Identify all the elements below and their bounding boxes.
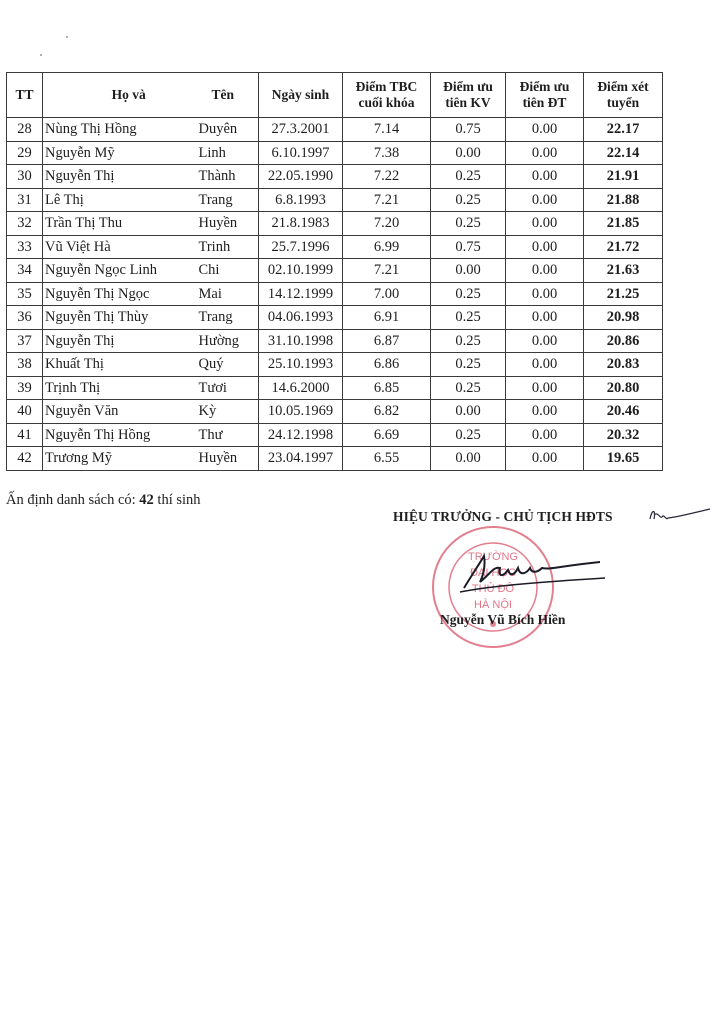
header-line: cuối khóa — [358, 95, 415, 110]
cell-uu-tien-kv: 0.25 — [431, 165, 506, 189]
header-xet-tuyen — [584, 73, 663, 118]
initials-mark — [648, 505, 712, 527]
header-uu-tien-kv — [431, 73, 506, 118]
header-line: Điểm ưu — [519, 79, 570, 94]
cell-ho-va: Nguyễn Thị — [43, 165, 195, 189]
cell-diem-tbc: 6.55 — [343, 447, 431, 471]
cell-ngay-sinh: 24.12.1998 — [259, 423, 343, 447]
cell-ho-va: Trần Thị Thu — [43, 212, 195, 236]
cell-ho-va: Nguyễn Văn — [43, 400, 195, 424]
cell-uu-tien-kv: 0.25 — [431, 306, 506, 330]
cell-ten: Mai — [195, 282, 259, 306]
cell-ten: Huyền — [195, 212, 259, 236]
cell-uu-tien-kv: 0.00 — [431, 141, 506, 165]
header-tt: TT — [7, 73, 43, 118]
cell-ten: Thư — [195, 423, 259, 447]
cell-ngay-sinh: 25.10.1993 — [259, 353, 343, 377]
admission-results-table — [6, 72, 663, 471]
cell-uu-tien-dt: 0.00 — [506, 235, 584, 259]
cell-tt: 40 — [7, 400, 43, 424]
cell-ten: Kỳ — [195, 400, 259, 424]
header-line: Điểm ưu — [443, 79, 493, 94]
cell-ngay-sinh: 25.7.1996 — [259, 235, 343, 259]
header-ten: Tên — [195, 73, 259, 118]
table-row — [7, 329, 663, 353]
cell-uu-tien-kv: 0.25 — [431, 188, 506, 212]
cell-diem-tbc: 7.21 — [343, 259, 431, 283]
cell-diem-xet-tuyen: 22.17 — [584, 118, 663, 142]
cell-diem-tbc: 7.00 — [343, 282, 431, 306]
cell-ho-va: Lê Thị — [43, 188, 195, 212]
cell-ten: Hường — [195, 329, 259, 353]
cell-ho-va: Nguyễn Thị Ngọc — [43, 282, 195, 306]
cell-ngay-sinh: 22.05.1990 — [259, 165, 343, 189]
table-row — [7, 400, 663, 424]
cell-diem-xet-tuyen: 22.14 — [584, 141, 663, 165]
cell-uu-tien-dt: 0.00 — [506, 188, 584, 212]
stamp-text-line: HÀ NỘI — [474, 599, 512, 611]
cell-uu-tien-dt: 0.00 — [506, 165, 584, 189]
cell-diem-xet-tuyen: 21.72 — [584, 235, 663, 259]
cell-tt: 37 — [7, 329, 43, 353]
cell-diem-xet-tuyen: 19.65 — [584, 447, 663, 471]
cell-uu-tien-dt: 0.00 — [506, 376, 584, 400]
header-line: tuyển — [606, 95, 640, 110]
header-line: tiên KV — [445, 95, 491, 110]
cell-uu-tien-dt: 0.00 — [506, 447, 584, 471]
cell-tt: 30 — [7, 165, 43, 189]
scan-speck — [66, 36, 68, 38]
cell-ngay-sinh: 04.06.1993 — [259, 306, 343, 330]
cell-ho-va: Nguyễn Thị Hồng — [43, 423, 195, 447]
cell-uu-tien-dt: 0.00 — [506, 423, 584, 447]
summary-count: 42 — [139, 492, 154, 508]
cell-tt: 28 — [7, 118, 43, 142]
cell-diem-tbc: 7.14 — [343, 118, 431, 142]
cell-uu-tien-kv: 0.00 — [431, 259, 506, 283]
table-row — [7, 212, 663, 236]
cell-ho-va: Vũ Việt Hà — [43, 235, 195, 259]
cell-uu-tien-dt: 0.00 — [506, 141, 584, 165]
table-row — [7, 447, 663, 471]
header-line: Điểm xét — [597, 79, 649, 94]
table-row — [7, 306, 663, 330]
cell-ho-va: Trịnh Thị — [43, 376, 195, 400]
summary-line — [6, 492, 201, 509]
cell-tt: 39 — [7, 376, 43, 400]
cell-tt: 42 — [7, 447, 43, 471]
cell-uu-tien-dt: 0.00 — [506, 118, 584, 142]
cell-tt: 38 — [7, 353, 43, 377]
cell-ngay-sinh: 14.12.1999 — [259, 282, 343, 306]
cell-tt: 34 — [7, 259, 43, 283]
cell-diem-tbc: 6.69 — [343, 423, 431, 447]
cell-diem-tbc: 6.85 — [343, 376, 431, 400]
cell-tt: 35 — [7, 282, 43, 306]
cell-diem-xet-tuyen: 21.85 — [584, 212, 663, 236]
cell-ngay-sinh: 21.8.1983 — [259, 212, 343, 236]
cell-ten: Trang — [195, 306, 259, 330]
cell-ho-va: Nguyễn Thị — [43, 329, 195, 353]
table-header-row — [7, 73, 663, 118]
cell-diem-tbc: 6.99 — [343, 235, 431, 259]
cell-uu-tien-kv: 0.25 — [431, 376, 506, 400]
cell-ngay-sinh: 6.8.1993 — [259, 188, 343, 212]
cell-diem-tbc: 7.22 — [343, 165, 431, 189]
cell-diem-tbc: 6.86 — [343, 353, 431, 377]
cell-ten: Quý — [195, 353, 259, 377]
cell-ten: Linh — [195, 141, 259, 165]
cell-ten: Tươi — [195, 376, 259, 400]
cell-tt: 36 — [7, 306, 43, 330]
cell-uu-tien-dt: 0.00 — [506, 329, 584, 353]
cell-ho-va: Nguyễn Mỹ — [43, 141, 195, 165]
cell-tt: 41 — [7, 423, 43, 447]
cell-diem-xet-tuyen: 20.46 — [584, 400, 663, 424]
cell-diem-xet-tuyen: 21.25 — [584, 282, 663, 306]
summary-prefix: Ấn định danh sách có: — [6, 492, 140, 508]
table-row — [7, 141, 663, 165]
cell-ten: Chi — [195, 259, 259, 283]
cell-ten: Trinh — [195, 235, 259, 259]
cell-ngay-sinh: 31.10.1998 — [259, 329, 343, 353]
cell-ho-va: Nguyễn Ngọc Linh — [43, 259, 195, 283]
scan-speck — [40, 54, 42, 56]
cell-diem-tbc: 7.20 — [343, 212, 431, 236]
signer-name: Nguyễn Vũ Bích Hiền — [440, 612, 566, 627]
cell-tt: 29 — [7, 141, 43, 165]
cell-uu-tien-dt: 0.00 — [506, 282, 584, 306]
cell-diem-xet-tuyen: 21.63 — [584, 259, 663, 283]
handwritten-signature — [450, 548, 610, 598]
cell-diem-xet-tuyen: 20.86 — [584, 329, 663, 353]
table-row — [7, 353, 663, 377]
cell-uu-tien-dt: 0.00 — [506, 212, 584, 236]
cell-diem-tbc: 6.87 — [343, 329, 431, 353]
cell-diem-xet-tuyen: 21.88 — [584, 188, 663, 212]
cell-diem-tbc: 6.91 — [343, 306, 431, 330]
cell-uu-tien-kv: 0.25 — [431, 282, 506, 306]
cell-ten: Duyên — [195, 118, 259, 142]
cell-diem-xet-tuyen: 20.80 — [584, 376, 663, 400]
cell-diem-tbc: 7.21 — [343, 188, 431, 212]
cell-diem-tbc: 6.82 — [343, 400, 431, 424]
table-row — [7, 423, 663, 447]
table-row — [7, 118, 663, 142]
cell-tt: 32 — [7, 212, 43, 236]
stamp-text-line: TRƯỜNG — [468, 551, 518, 563]
cell-uu-tien-kv: 0.00 — [431, 447, 506, 471]
cell-ngay-sinh: 14.6.2000 — [259, 376, 343, 400]
table-row — [7, 235, 663, 259]
table-row — [7, 282, 663, 306]
cell-ten: Trang — [195, 188, 259, 212]
signer-title: HIỆU TRƯỞNG - CHỦ TỊCH HĐTS — [393, 509, 613, 524]
header-diem-tbc — [343, 73, 431, 118]
cell-ho-va: Khuất Thị — [43, 353, 195, 377]
cell-ten: Huyền — [195, 447, 259, 471]
cell-ngay-sinh: 27.3.2001 — [259, 118, 343, 142]
table-row — [7, 259, 663, 283]
cell-ten: Thành — [195, 165, 259, 189]
cell-ngay-sinh: 02.10.1999 — [259, 259, 343, 283]
cell-uu-tien-dt: 0.00 — [506, 259, 584, 283]
header-line: Điểm TBC — [355, 79, 418, 94]
cell-diem-xet-tuyen: 20.98 — [584, 306, 663, 330]
cell-ngay-sinh: 23.04.1997 — [259, 447, 343, 471]
cell-ngay-sinh: 6.10.1997 — [259, 141, 343, 165]
cell-ho-va: Nguyễn Thị Thùy — [43, 306, 195, 330]
summary-suffix: thí sinh — [153, 492, 201, 508]
cell-diem-xet-tuyen: 20.83 — [584, 353, 663, 377]
cell-uu-tien-kv: 0.25 — [431, 212, 506, 236]
cell-ho-va: Trương Mỹ — [43, 447, 195, 471]
cell-tt: 31 — [7, 188, 43, 212]
stamp-text-line: ĐẠI HỌC — [470, 567, 516, 579]
cell-uu-tien-dt: 0.00 — [506, 400, 584, 424]
cell-uu-tien-kv: 0.75 — [431, 118, 506, 142]
cell-uu-tien-kv: 0.75 — [431, 235, 506, 259]
header-ngay-sinh: Ngày sinh — [259, 73, 343, 118]
cell-ho-va: Nùng Thị Hồng — [43, 118, 195, 142]
stamp-text-line: THỦ ĐÔ — [471, 583, 515, 595]
cell-tt: 33 — [7, 235, 43, 259]
table-row — [7, 188, 663, 212]
header-ho-va: Họ và — [43, 73, 195, 118]
cell-uu-tien-kv: 0.25 — [431, 353, 506, 377]
table-row — [7, 376, 663, 400]
header-uu-tien-dt — [506, 73, 584, 118]
cell-uu-tien-dt: 0.00 — [506, 353, 584, 377]
cell-uu-tien-kv: 0.25 — [431, 329, 506, 353]
cell-uu-tien-dt: 0.00 — [506, 306, 584, 330]
cell-diem-xet-tuyen: 20.32 — [584, 423, 663, 447]
cell-uu-tien-kv: 0.25 — [431, 423, 506, 447]
table-row — [7, 165, 663, 189]
cell-diem-xet-tuyen: 21.91 — [584, 165, 663, 189]
cell-ngay-sinh: 10.05.1969 — [259, 400, 343, 424]
cell-diem-tbc: 7.38 — [343, 141, 431, 165]
cell-uu-tien-kv: 0.00 — [431, 400, 506, 424]
header-line: tiên ĐT — [522, 95, 567, 110]
